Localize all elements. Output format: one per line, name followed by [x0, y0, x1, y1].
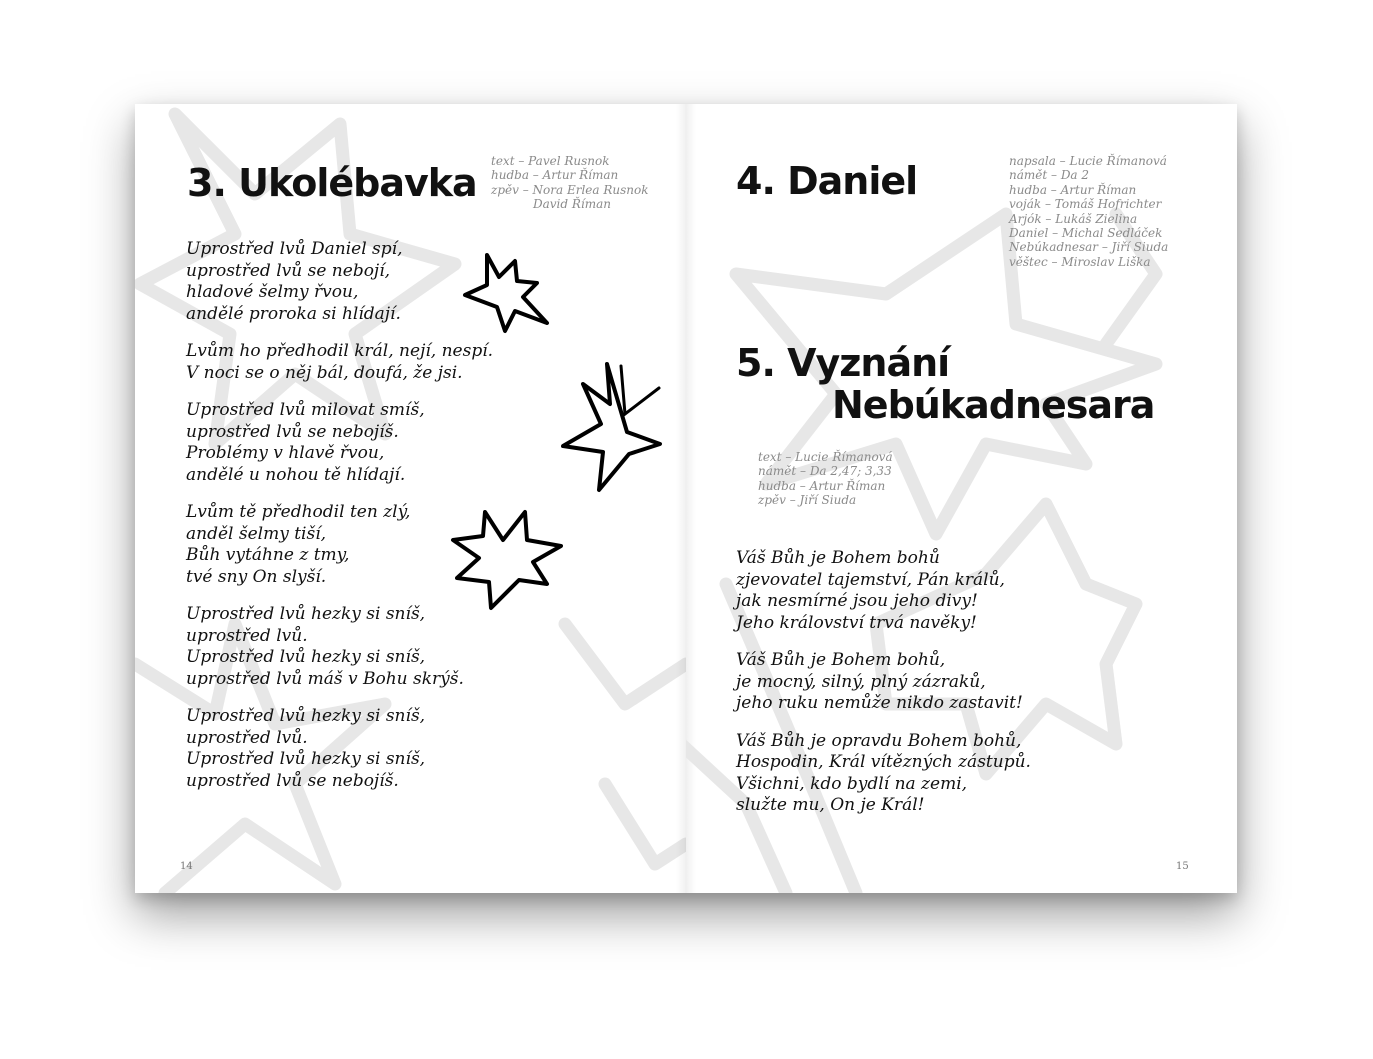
song-credits: napsala – Lucie Římanová námět – Da 2 hudba – Artur Říman voják – Tomáš Hofrichter Arjók – Lukáš Zielina Daniel – Michal Sedláček Nebúkadnesar – Jiří Siuda věštec – Miroslav Liška: [1009, 154, 1169, 269]
page-number: 15: [1176, 861, 1189, 872]
right-page: [686, 104, 1237, 893]
song-credits: text – Pavel Rusnok hudba – Artur Říman zpěv – Nora Erlea Rusnok David Říman: [491, 154, 649, 212]
book-spread: [135, 104, 1237, 893]
stanza: Váš Bůh je opravdu Bohem bohů, Hospodin, Král vítězných zástupů. Všichni, kdo bydlí na zemi, služte mu, On je Král!: [736, 730, 1031, 815]
stanza: Uprostřed lvů hezky si sníš, uprostřed lvů. Uprostřed lvů hezky si sníš, uprostřed lvů máš v Bohu skrýš.: [186, 604, 464, 689]
page-number: 14: [180, 861, 193, 872]
stanza: Lvům tě předhodil ten zlý, anděl šelmy tiší, Bůh vytáhne z tmy, tvé sny On slyší.: [186, 502, 411, 587]
stanza: Váš Bůh je Bohem bohů, je mocný, silný, plný zázraků, jeho ruku nemůže nikdo zastavit!: [736, 650, 1023, 713]
stanza: Uprostřed lvů milovat smíš, uprostřed lvů se nebojíš. Problémy v hlavě řvou, andělé u nohou tě hlídají.: [186, 400, 425, 485]
song-title: 5. Vyznání: [736, 341, 950, 385]
star-doodle-icon: [457, 249, 552, 334]
song-title: 3. Ukolébavka: [187, 161, 477, 205]
left-page: [135, 104, 686, 893]
star-doodle-icon: [555, 354, 677, 494]
star-doodle-icon: [447, 504, 569, 614]
stanza: Váš Bůh je Bohem bohů zjevovatel tajemství, Pán králů, jak nesmírné jsou jeho divy! Jeho království trvá navěky!: [736, 548, 1005, 633]
lyrics: [736, 548, 1031, 833]
stanza: Uprostřed lvů hezky si sníš, uprostřed lvů. Uprostřed lvů hezky si sníš, uprostřed lvů se nebojíš.: [186, 706, 426, 791]
stanza: Lvům ho předhodil král, nejí, nespí. V noci se o něj bál, doufá, že jsi.: [186, 341, 494, 383]
song-title: 4. Daniel: [736, 159, 918, 203]
stanza: Uprostřed lvů Daniel spí, uprostřed lvů se nebojí, hladové šelmy řvou, andělé proroka si hlídají.: [186, 239, 403, 324]
song-title-continued: Nebúkadnesara: [832, 383, 1155, 427]
song-credits: text – Lucie Římanová námět – Da 2,47; 3,33 hudba – Artur Říman zpěv – Jiří Siuda: [758, 450, 893, 508]
